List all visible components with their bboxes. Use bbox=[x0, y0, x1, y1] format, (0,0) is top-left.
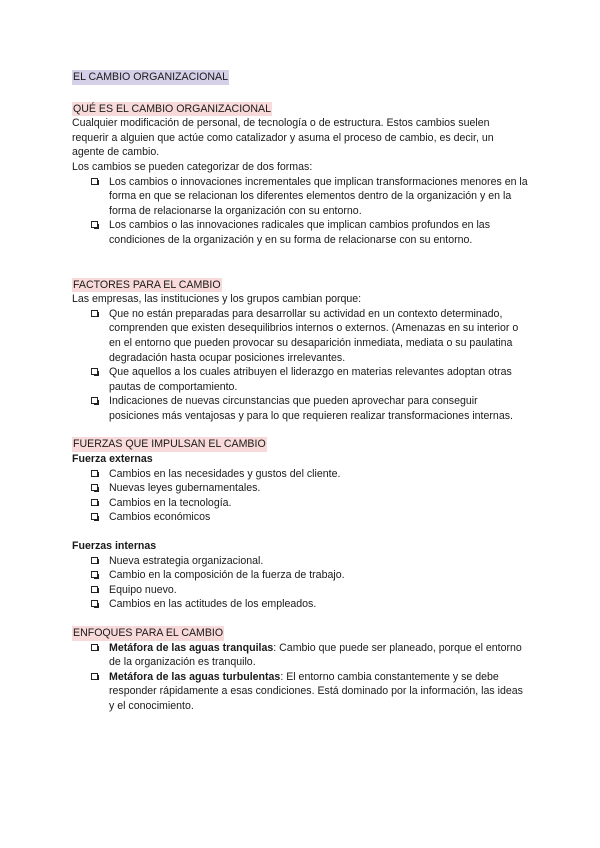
section-enfoques bbox=[72, 626, 528, 714]
checkbox-bullet-icon bbox=[91, 557, 98, 564]
checkbox-bullet-icon bbox=[91, 571, 98, 578]
list-item-text: Nuevas leyes gubernamentales. bbox=[109, 482, 261, 495]
list-item-text: Nueva estrategia organizacional. bbox=[109, 554, 264, 567]
checkbox-bullet-icon bbox=[91, 513, 98, 520]
list-item-text: Los cambios o innovaciones incrementales que implican transformaciones menores en la forma en que se relacionan los diferentes elementos dentro de la organización y en la forma de relacionarse la organización con su entorno. bbox=[109, 175, 528, 217]
section-factores bbox=[72, 278, 528, 424]
list-item bbox=[72, 496, 528, 511]
checkbox-bullet-icon bbox=[91, 368, 98, 375]
paragraph: Cualquier modificación de personal, de tecnología o de estructura. Estos cambios suelen requerir a alguien que actúe como catalizador y asuma el proceso de cambio, es decir, un agente de cambio. bbox=[72, 117, 494, 159]
checkbox-bullet-icon bbox=[91, 586, 98, 593]
section-que-es bbox=[72, 102, 528, 248]
checkbox-bullet-icon bbox=[91, 470, 98, 477]
list-item-term: Metáfora de las aguas turbulentas bbox=[109, 670, 281, 683]
list-item-text: Cambio en la composición de la fuerza de trabajo. bbox=[109, 569, 345, 582]
list-item bbox=[72, 481, 528, 496]
checkbox-bullet-icon bbox=[91, 644, 98, 651]
checkbox-bullet-icon bbox=[91, 673, 98, 680]
list-item-text: Equipo nuevo. bbox=[109, 583, 177, 596]
section-fuerzas bbox=[72, 437, 528, 612]
list-item bbox=[72, 365, 528, 394]
document-page bbox=[72, 70, 528, 714]
document-title bbox=[72, 70, 528, 102]
checkbox-bullet-icon bbox=[91, 600, 98, 607]
checkbox-bullet-icon bbox=[91, 178, 98, 185]
list-item-text: Cambios en las actitudes de los empleados. bbox=[109, 598, 317, 611]
paragraph: Los cambios se pueden categorizar de dos formas: bbox=[72, 160, 313, 173]
checkbox-bullet-icon bbox=[91, 310, 98, 317]
list-item-text: Cambios en las necesidades y gustos del cliente. bbox=[109, 467, 341, 480]
bullet-list bbox=[72, 467, 528, 525]
section-heading: QUÉ ES EL CAMBIO ORGANIZACIONAL bbox=[73, 102, 271, 115]
section-heading: FACTORES PARA EL CAMBIO bbox=[73, 278, 221, 291]
checkbox-bullet-icon bbox=[91, 499, 98, 506]
list-item-text: : Cambio que puede ser planeado, porque el entorno de la organización es tranquilo. bbox=[109, 641, 522, 669]
checkbox-bullet-icon bbox=[91, 221, 98, 228]
paragraph: Las empresas, las instituciones y los grupos cambian porque: bbox=[72, 293, 362, 306]
checkbox-bullet-icon bbox=[91, 397, 98, 404]
bullet-list bbox=[72, 641, 528, 714]
list-item-text: Que no están preparadas para desarrollar su actividad en un contexto determinado, comprenden que existen desequilibrios internos o externos. (Amenazas en su interior o en el entorno que pueden provocar su desaparición inmediata, mediata o su paulatina degradación hasta ocupar posiciones irrelevantes. bbox=[109, 307, 519, 364]
list-item bbox=[72, 467, 528, 482]
bullet-list bbox=[72, 175, 528, 248]
list-item bbox=[72, 307, 528, 365]
list-item bbox=[72, 670, 528, 714]
list-item-text: Que aquellos a los cuales atribuyen el liderazgo en materias relevantes adoptan otras pautas de comportamiento. bbox=[109, 366, 512, 393]
list-item-text: Indicaciones de nuevas circunstancias que pueden aprovechar para conseguir posiciones más ventajosas y para lo que requieren realizar transformaciones internas. bbox=[109, 395, 513, 422]
list-item bbox=[72, 554, 528, 569]
checkbox-bullet-icon bbox=[91, 484, 98, 491]
list-item bbox=[72, 218, 528, 247]
list-item bbox=[72, 597, 528, 612]
list-item-term: Metáfora de las aguas tranquilas bbox=[109, 641, 274, 654]
subheading-externas: Fuerza externas bbox=[72, 453, 153, 466]
list-item bbox=[72, 568, 528, 583]
section-heading: FUERZAS QUE IMPULSAN EL CAMBIO bbox=[73, 438, 266, 451]
list-item bbox=[72, 641, 528, 670]
bullet-list bbox=[72, 307, 528, 424]
section-heading: ENFOQUES PARA EL CAMBIO bbox=[73, 627, 224, 639]
list-item-text: Cambios económicos bbox=[109, 511, 211, 524]
list-item-text: : El entorno cambia constantemente y se debe responder rápidamente a esas condiciones. Está dominado por la información, las ideas y el conocimiento. bbox=[109, 670, 523, 712]
document-title-text: EL CAMBIO ORGANIZACIONAL bbox=[73, 71, 229, 83]
list-item bbox=[72, 510, 528, 525]
list-item-text: Cambios en la tecnología. bbox=[109, 496, 232, 509]
subheading-internas: Fuerzas internas bbox=[72, 540, 157, 553]
bullet-list bbox=[72, 554, 528, 612]
list-item bbox=[72, 583, 528, 598]
list-item-text: Los cambios o las innovaciones radicales que implican cambios profundos en las condiciones de la organización y en su forma de relacionarse con su entorno. bbox=[109, 219, 490, 246]
list-item bbox=[72, 175, 528, 219]
list-item bbox=[72, 394, 528, 423]
